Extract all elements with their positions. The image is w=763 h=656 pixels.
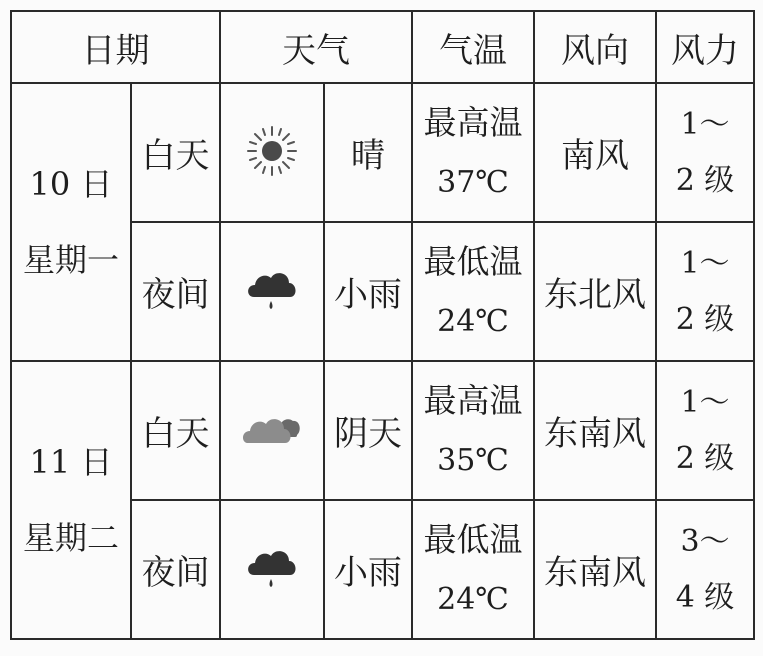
weather-forecast-table xyxy=(10,10,755,640)
table-row xyxy=(11,361,754,500)
wind-direction: 南风 xyxy=(534,83,656,222)
wind-force-cell xyxy=(656,361,754,500)
weekday-label: 星期一 xyxy=(22,241,119,279)
date-cell xyxy=(11,83,131,361)
wind-force-range: 1～ xyxy=(680,245,730,281)
header-temperature: 气温 xyxy=(412,11,534,83)
header-wind-direction: 风向 xyxy=(534,11,656,83)
header-date: 日期 xyxy=(11,11,220,83)
period-label: 白天 xyxy=(131,83,220,222)
weather-icon-cell xyxy=(220,361,324,500)
wind-force-level: 2 级 xyxy=(675,162,735,198)
weather-text: 小雨 xyxy=(324,500,412,639)
temperature-cell xyxy=(412,361,534,500)
temperature-label: 最低温 xyxy=(423,241,523,281)
weather-icon-cell xyxy=(220,83,324,222)
temperature-value: 35℃ xyxy=(437,442,509,478)
wind-force-cell xyxy=(656,83,754,222)
wind-force-level: 2 级 xyxy=(675,440,735,476)
period-label: 夜间 xyxy=(131,222,220,361)
header-row xyxy=(11,11,754,83)
temperature-cell xyxy=(412,83,534,222)
period-label: 白天 xyxy=(131,361,220,500)
wind-direction: 东南风 xyxy=(534,500,656,639)
wind-force-cell xyxy=(656,222,754,361)
header-weather: 天气 xyxy=(220,11,412,83)
wind-force-level: 4 级 xyxy=(675,579,735,615)
weather-text: 晴 xyxy=(324,83,412,222)
wind-force-level: 2 级 xyxy=(675,301,735,337)
date-label: 11 日 xyxy=(29,443,113,481)
temperature-label: 最高温 xyxy=(423,102,523,142)
weather-text: 阴天 xyxy=(324,361,412,500)
rain-cloud-icon xyxy=(244,265,300,319)
rain-cloud-icon xyxy=(244,543,300,597)
period-label: 夜间 xyxy=(131,500,220,639)
temperature-cell xyxy=(412,222,534,361)
weather-icon-cell xyxy=(220,222,324,361)
temperature-cell xyxy=(412,500,534,639)
temperature-value: 37℃ xyxy=(437,164,509,200)
wind-direction: 东南风 xyxy=(534,361,656,500)
overcast-cloud-icon xyxy=(242,407,302,455)
temperature-label: 最低温 xyxy=(423,519,523,559)
header-wind-force: 风力 xyxy=(656,11,754,83)
wind-direction: 东北风 xyxy=(534,222,656,361)
date-label: 10 日 xyxy=(29,165,113,203)
weekday-label: 星期二 xyxy=(22,519,119,557)
wind-force-range: 1～ xyxy=(680,384,730,420)
temperature-value: 24℃ xyxy=(437,303,509,339)
weather-icon-cell xyxy=(220,500,324,639)
sun-icon xyxy=(244,123,300,183)
wind-force-range: 1～ xyxy=(680,106,730,142)
temperature-label: 最高温 xyxy=(423,380,523,420)
wind-force-range: 3～ xyxy=(680,523,730,559)
wind-force-cell xyxy=(656,500,754,639)
table-row xyxy=(11,83,754,222)
date-cell xyxy=(11,361,131,639)
weather-text: 小雨 xyxy=(324,222,412,361)
temperature-value: 24℃ xyxy=(437,581,509,617)
